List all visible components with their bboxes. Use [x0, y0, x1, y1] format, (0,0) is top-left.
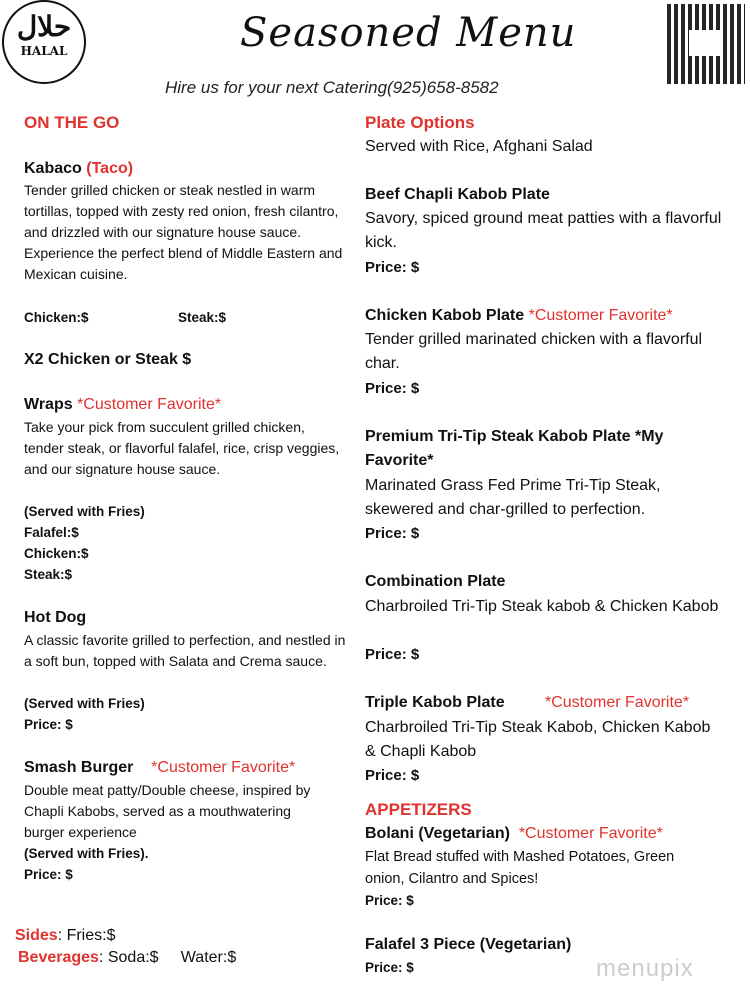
plate-triple-price: Price: $ [365, 767, 420, 784]
item-burger-desc: Double meat patty/Double cheese, inspired by Chapli Kabobs, served as a mouthwatering burger experience [24, 782, 311, 840]
favorite-badge: *Customer Favorite* [528, 307, 673, 324]
sides-value: : Fries:$ [57, 927, 116, 944]
water-price: Water:$ [180, 949, 237, 966]
wraps-served: (Served with Fries) [24, 504, 145, 519]
item-name: Bolani (Vegetarian) [365, 825, 510, 842]
plate-combination-name: Combination Plate [365, 573, 506, 590]
app-bolani-name [365, 822, 663, 846]
item-kabaco-name [24, 157, 133, 181]
section-plate-options: Plate Options [365, 113, 475, 132]
favorite-badge: *Customer Favorite* [518, 825, 663, 842]
plate-beef-price: Price: $ [365, 259, 420, 276]
plate-beef-desc: Savory, spiced ground meat patties with a flavorful kick. [365, 210, 722, 251]
favorite-badge: *Customer Favorite* [77, 396, 222, 413]
app-bolani-price: Price: $ [365, 893, 414, 908]
favorite-badge: *Customer Favorite* [545, 694, 690, 711]
item-kabaco-desc: Tender grilled chicken or steak nestled in warm tortillas, topped with zesty red onion, fresh cilantro, and drizzled with our signature house sauce. Experience the perfect blend of Middle Eastern and Mexican cuisine. [24, 182, 343, 282]
plate-combination-desc: Charbroiled Tri-Tip Steak kabob & Chicken Kabob [365, 598, 719, 615]
wraps-falafel-price: Falafel:$ [24, 525, 79, 540]
plate-triple-name: Triple Kabob Plate [365, 694, 505, 711]
app-falafel-price: Price: $ [365, 960, 414, 975]
menu-title: Seasoned Menu [240, 10, 577, 56]
plate-chicken-price: Price: $ [365, 380, 420, 397]
burger-price: Price: $ [24, 867, 73, 882]
item-name: Chicken Kabob Plate [365, 307, 525, 324]
item-hotdog-desc: A classic favorite grilled to perfection, and nestled in a soft bun, topped with Salata and Crema sauce. [24, 632, 346, 669]
item-hotdog-name: Hot Dog [24, 609, 87, 626]
item-wraps-name [24, 393, 221, 417]
plate-served-with: Served with Rice, Afghani Salad [365, 138, 593, 155]
kabaco-chicken-price: Chicken:$ [24, 310, 89, 325]
sides-line [15, 924, 115, 948]
favorite-badge: *Customer Favorite* [151, 759, 296, 776]
qr-code-icon[interactable] [667, 4, 745, 84]
item-name: Wraps [24, 396, 73, 413]
burger-served: (Served with Fries). [24, 846, 149, 861]
kabaco-steak-price: Steak:$ [178, 310, 227, 325]
app-falafel-name: Falafel 3 Piece (Vegetarian) [365, 936, 572, 953]
plate-tritip-desc: Marinated Grass Fed Prime Tri-Tip Steak, skewered and char-grilled to perfection. [365, 477, 661, 518]
hotdog-price: Price: $ [24, 717, 73, 732]
sides-label: Sides [15, 927, 58, 944]
beverages-label: Beverages [18, 949, 99, 966]
watermark: menupix [596, 955, 694, 982]
plate-beef-name: Beef Chapli Kabob Plate [365, 186, 550, 203]
plate-tritip-price: Price: $ [365, 525, 420, 542]
section-on-the-go: ON THE GO [24, 113, 120, 132]
halal-logo [2, 0, 86, 84]
wraps-chicken-price: Chicken:$ [24, 546, 89, 561]
item-name: Smash Burger [24, 759, 134, 776]
catering-tagline: Hire us for your next Catering(925)658-8582 [165, 78, 499, 97]
plate-triple-desc: Charbroiled Tri-Tip Steak Kabob, Chicken Kabob & Chapli Kabob [365, 719, 711, 760]
halal-label: HALAL [20, 44, 68, 58]
section-appetizers: APPETIZERS [365, 800, 472, 819]
item-x2: X2 Chicken or Steak $ [24, 351, 192, 368]
item-burger-name [24, 756, 295, 780]
app-bolani-desc: Flat Bread stuffed with Mashed Potatoes, Green onion, Cilantro and Spices! [365, 849, 675, 887]
halal-arabic: حلال [16, 10, 72, 43]
item-tag: (Taco) [86, 160, 134, 177]
plate-tritip-name: Premium Tri-Tip Steak Kabob Plate *My Favorite* [365, 428, 664, 469]
item-name: Kabaco [24, 160, 82, 177]
soda-price: : Soda:$ [98, 949, 159, 966]
plate-combination-price: Price: $ [365, 646, 420, 663]
item-wraps-desc: Take your pick from succulent grilled chicken, tender steak, or flavorful falafel, rice, crisp veggies, and our signature house sauce. [24, 419, 340, 477]
beverages-line [18, 946, 236, 970]
plate-chicken-desc: Tender grilled marinated chicken with a flavorful char. [365, 331, 703, 372]
plate-chicken-name [365, 304, 673, 328]
hotdog-served: (Served with Fries) [24, 696, 145, 711]
wraps-steak-price: Steak:$ [24, 567, 73, 582]
